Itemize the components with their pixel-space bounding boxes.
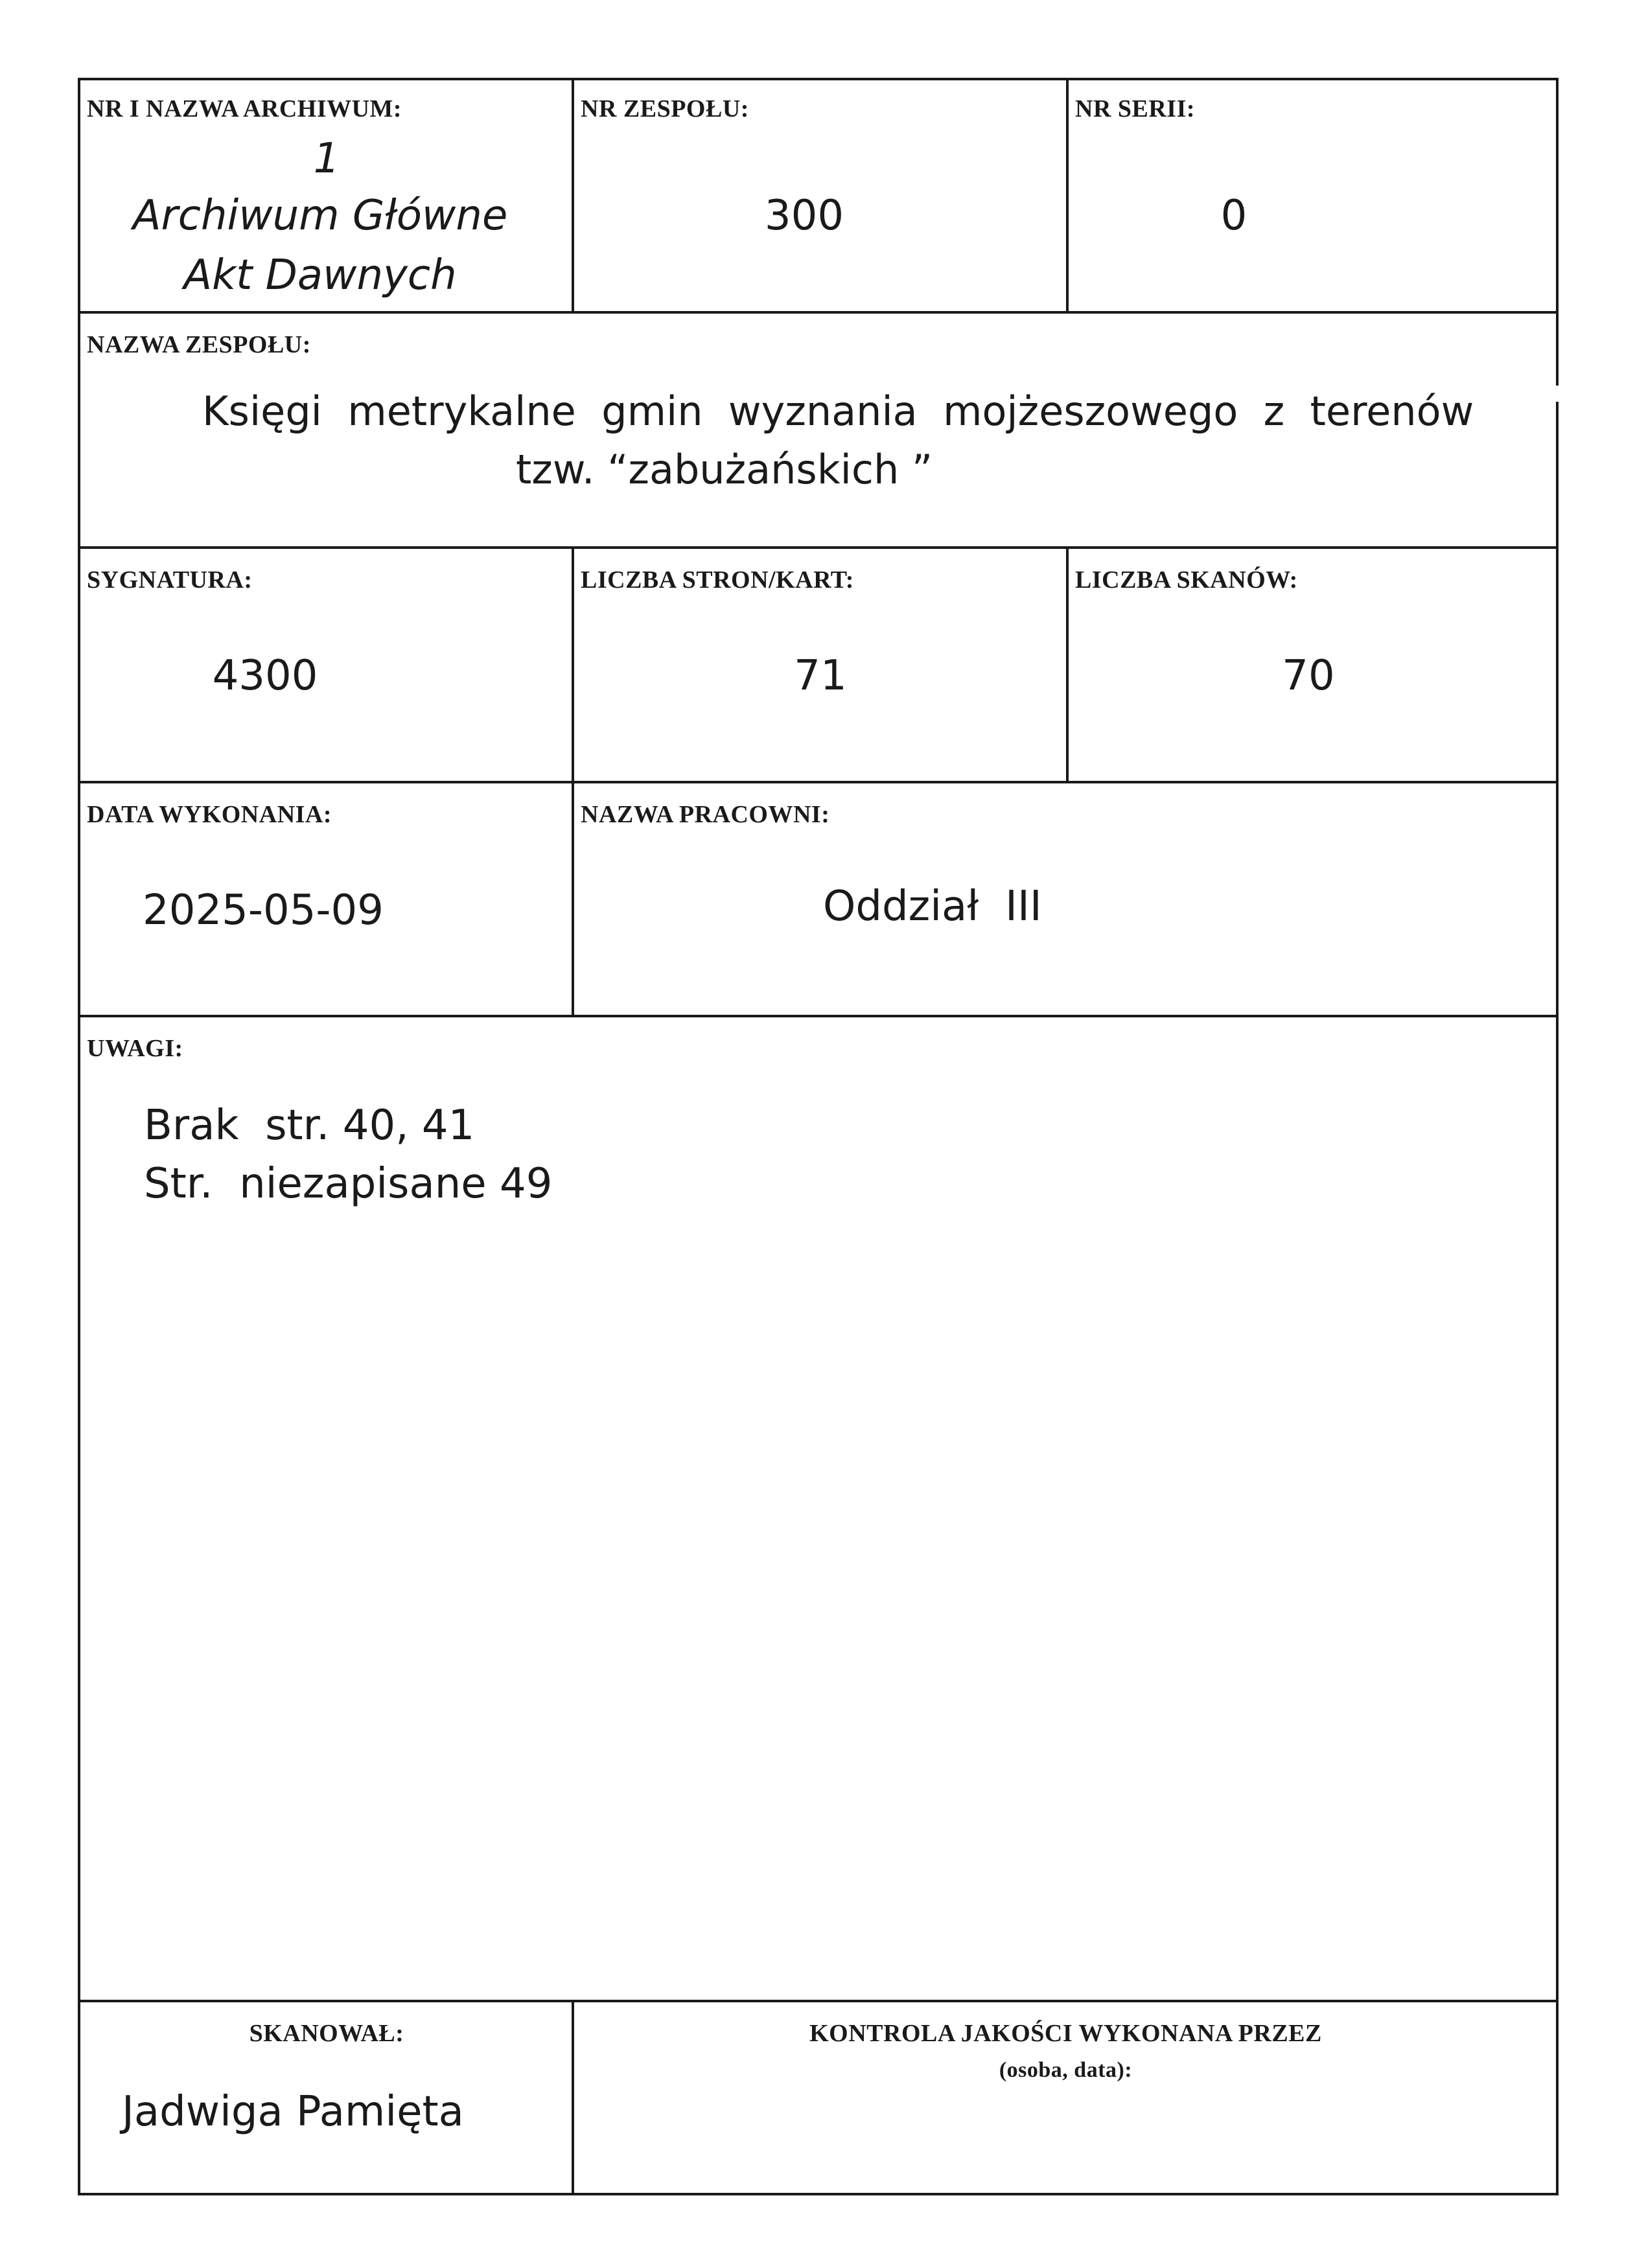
workshop-value: Oddział III <box>823 883 1042 931</box>
scanned-by-label: SKANOWAŁ: <box>249 2020 404 2047</box>
frame-left <box>78 78 80 2195</box>
page-count-label: LICZBA STRON/KART: <box>581 566 854 594</box>
series-number-value: 0 <box>1220 192 1247 240</box>
quality-control-label-line1: KONTROLA JAKOŚCI WYKONANA PRZEZ <box>809 2020 1322 2047</box>
scan-count-value: 70 <box>1282 652 1335 700</box>
row-divider-3 <box>78 781 1559 783</box>
row-divider-2 <box>78 546 1559 549</box>
frame-bottom <box>78 2193 1559 2195</box>
archive-label: NR I NAZWA ARCHIWUM: <box>87 95 402 122</box>
remarks-line1: Brak str. 40, 41 <box>144 1102 475 1150</box>
col-divider-a-row4 <box>572 781 574 1017</box>
date-label: DATA WYKONANIA: <box>87 801 332 828</box>
signature-label: SYGNATURA: <box>87 566 253 594</box>
row-divider-1 <box>78 311 1559 314</box>
series-number-label: NR SERII: <box>1075 95 1196 122</box>
row-divider-4 <box>78 1015 1559 1017</box>
frame-right-lower <box>1556 402 1559 2195</box>
workshop-label: NAZWA PRACOWNI: <box>581 801 830 828</box>
remarks-label: UWAGI: <box>87 1035 183 1062</box>
fonds-name-line2: tzw. “zabużańskich ” <box>516 446 933 493</box>
date-value: 2025-05-09 <box>143 886 384 934</box>
quality-control-label-line2: (osoba, data): <box>999 2058 1133 2082</box>
scan-count-label: LICZBA SKANÓW: <box>1075 566 1298 594</box>
row-divider-5 <box>78 2000 1559 2002</box>
scanned-by-value: Jadwiga Pamięta <box>122 2088 464 2136</box>
archive-name-line2: Akt Dawnych <box>183 251 457 299</box>
fonds-name-label: NAZWA ZESPOŁU: <box>87 331 311 358</box>
frame-right-upper <box>1556 78 1559 386</box>
archive-name-line1: Archiwum Główne <box>132 192 508 240</box>
frame-top <box>78 78 1559 80</box>
fonds-name-line1: Księgi metrykalne gmin wyznania mojżeszowego z terenów <box>202 388 1474 435</box>
fonds-number-value: 300 <box>764 192 844 240</box>
page-count-value: 71 <box>794 652 847 700</box>
archive-number: 1 <box>313 135 340 183</box>
signature-value: 4300 <box>212 652 318 700</box>
remarks-line2: Str. niezapisane 49 <box>144 1160 553 1208</box>
fonds-number-label: NR ZESPOŁU: <box>581 95 749 122</box>
